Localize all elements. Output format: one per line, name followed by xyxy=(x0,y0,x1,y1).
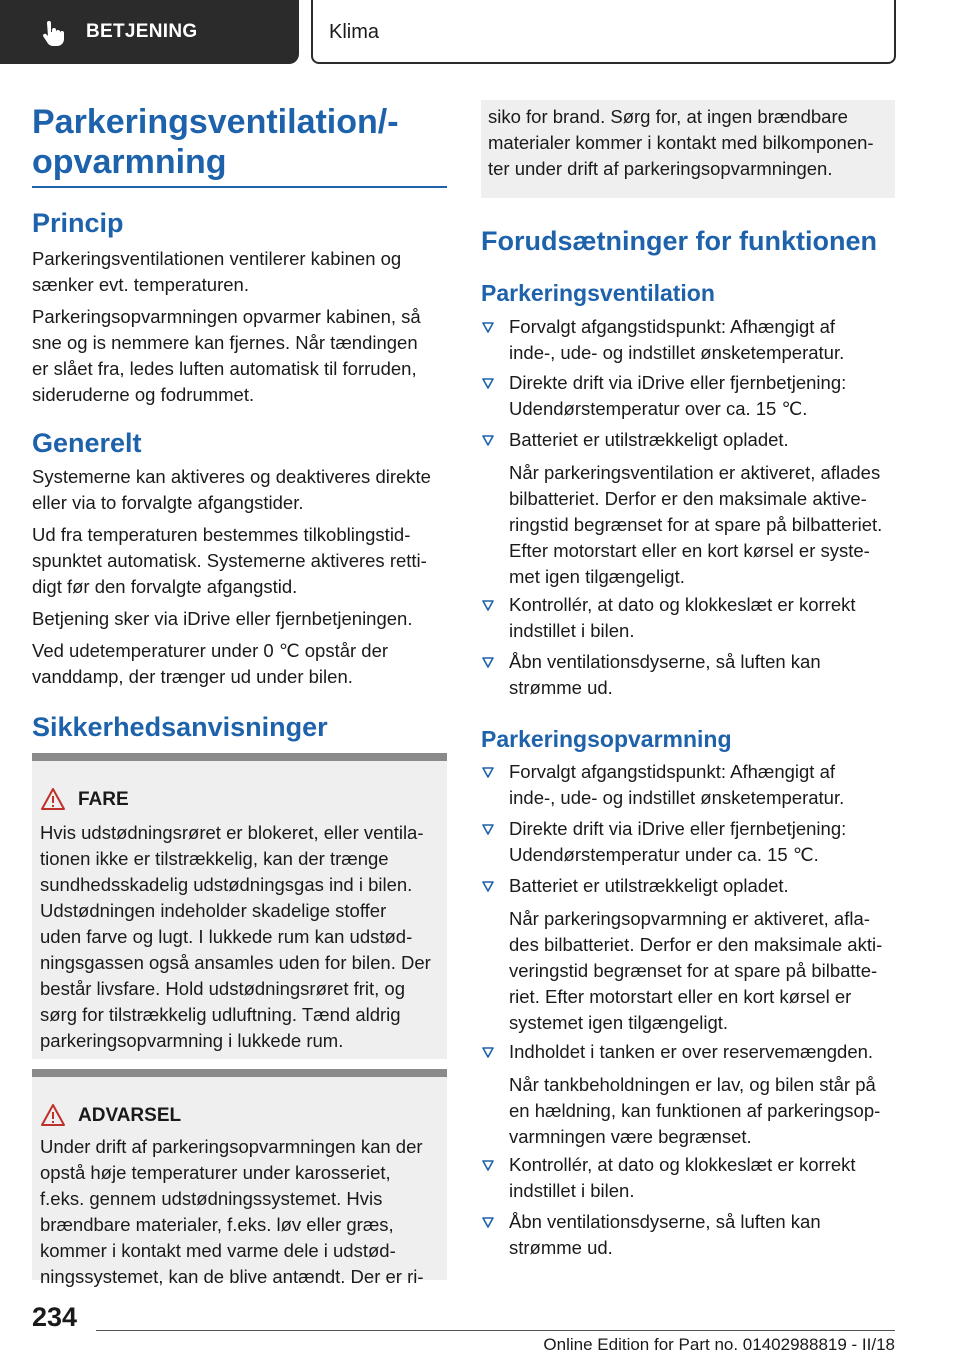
text-line: ringstid begrænset for at spare på bilbatteriet. xyxy=(509,514,883,535)
generelt-paragraph-1 xyxy=(32,464,452,516)
text-line: består livsfare. Hold udstødningsrøret frit, og xyxy=(40,978,406,999)
text-line: Udendørstemperatur over ca. 15 ℃. xyxy=(509,398,808,419)
text-line: kommer i kontakt med varme dele i udstød- xyxy=(40,1240,396,1261)
page-title-line-2: opvarmning xyxy=(32,143,227,181)
text-line: Når tankbeholdningen er lav, og bilen står på xyxy=(509,1074,876,1095)
text-line: strømme ud. xyxy=(509,1237,613,1258)
heading-parkeringsventilation: Parkeringsventilation xyxy=(481,280,715,306)
text-line: ningssystemet, kan de blive antændt. Der er ri- xyxy=(40,1266,424,1287)
text-line: inde-, ude- og indstillet ønsketemperatur. xyxy=(509,342,845,363)
list-item-text xyxy=(509,759,897,811)
chapter-tab xyxy=(0,0,299,64)
list-item-text: Batteriet er utilstrækkeligt opladet. xyxy=(509,429,789,450)
text-line: varmningen være begrænset. xyxy=(509,1126,752,1147)
text-line: sne og is nemmere kan fjernes. Når tændingen xyxy=(32,332,418,353)
triangle-bullet-icon xyxy=(481,320,495,334)
princip-paragraph-1 xyxy=(32,246,452,298)
text-line: uden farve og lugt. I lukkede rum kan udstød- xyxy=(40,926,413,947)
text-line: Direkte drift via iDrive eller fjernbetjening: xyxy=(509,818,847,839)
footer-divider xyxy=(96,1330,895,1331)
heading-forudsaetninger: Forudsætninger for funktionen xyxy=(481,226,877,256)
text-line: materialer kommer i kontakt med bilkomponen- xyxy=(488,132,874,153)
text-line: des bilbatteriet. Derfor er den maksimale akti- xyxy=(509,934,883,955)
triangle-bullet-icon xyxy=(481,598,495,612)
text-line: siko for brand. Sørg for, at ingen brændbare xyxy=(488,106,848,127)
heading-sikkerhed: Sikkerhedsanvisninger xyxy=(32,712,328,742)
text-line: Systemerne kan aktiveres og deaktiveres direkte xyxy=(32,466,431,487)
triangle-bullet-icon xyxy=(481,879,495,893)
triangle-bullet-icon xyxy=(481,822,495,836)
text-line: indstillet i bilen. xyxy=(509,1180,635,1201)
text-line: strømme ud. xyxy=(509,677,613,698)
triangle-bullet-icon xyxy=(481,433,495,447)
text-line: Åbn ventilationsdyserne, så luften kan xyxy=(509,1211,821,1232)
generelt-paragraph-3: Betjening sker via iDrive eller fjernbetjeningen. xyxy=(32,608,413,629)
text-line: sundhedsskadelig udstødningsgas ind i bilen. xyxy=(40,874,413,895)
text-line: Parkeringsventilationen ventilerer kabinen og xyxy=(32,248,402,269)
text-line: Parkeringsopvarmningen opvarmer kabinen, så xyxy=(32,306,421,327)
heading-generelt: Generelt xyxy=(32,428,142,458)
text-line: opstå høje temperaturer under karosseriet, xyxy=(40,1162,391,1183)
text-line: parkeringsopvarmning i lukkede rum. xyxy=(40,1030,344,1051)
text-line: indstillet i bilen. xyxy=(509,620,635,641)
text-line: Udstødningen indeholder skadelige stoffer xyxy=(40,900,387,921)
text-line: Forvalgt afgangstidspunkt: Afhængigt af xyxy=(509,316,836,337)
text-line: Kontrollér, at dato og klokkeslæt er korrekt xyxy=(509,1154,856,1175)
list-item-detail xyxy=(509,906,897,1036)
text-line: veringstid begrænset for at spare på bilbatte- xyxy=(509,960,878,981)
text-line: Hvis udstødningsrøret er blokeret, eller ventila- xyxy=(40,822,424,843)
warning-text-continued xyxy=(488,104,892,182)
list-item-text xyxy=(509,649,897,701)
danger-text xyxy=(40,820,442,1054)
triangle-bullet-icon xyxy=(481,1045,495,1059)
page-title-line-1: Parkeringsventilation/- xyxy=(32,103,399,141)
text-line: ter under drift af parkeringsopvarmningen. xyxy=(488,158,833,179)
list-item-text: Indholdet i tanken er over reservemængden. xyxy=(509,1041,874,1062)
generelt-paragraph-4 xyxy=(32,638,452,690)
text-line: sørg for tilstrækkelig udluftning. Tænd aldrig xyxy=(40,1004,401,1025)
text-line: bilbatteriet. Derfor er den maksimale aktive- xyxy=(509,488,867,509)
generelt-paragraph-2 xyxy=(32,522,452,600)
heading-princip: Princip xyxy=(32,208,124,238)
triangle-bullet-icon xyxy=(481,655,495,669)
warning-triangle-icon xyxy=(40,1103,66,1127)
text-line: Når parkeringsopvarmning er aktiveret, afla- xyxy=(509,908,870,929)
danger-title: FARE xyxy=(78,789,129,810)
text-line: Ved udetemperaturer under 0 ℃ opstår der xyxy=(32,640,389,661)
page-number: 234 xyxy=(32,1302,78,1332)
text-line: spunktet automatisk. Systemerne aktiveres retti- xyxy=(32,550,427,571)
warning-text xyxy=(40,1134,442,1290)
section-title: Klima xyxy=(329,21,380,43)
text-line: Forvalgt afgangstidspunkt: Afhængigt af xyxy=(509,761,836,782)
chapter-label: BETJENING xyxy=(86,21,198,42)
warning-title: ADVARSEL xyxy=(78,1105,182,1126)
list-item-text xyxy=(509,592,897,644)
page-title xyxy=(32,102,447,188)
list-item-text xyxy=(509,370,897,422)
text-line: Under drift af parkeringsopvarmningen kan der xyxy=(40,1136,423,1157)
princip-paragraph-2 xyxy=(32,304,452,408)
text-line: systemet igen tilgængeligt. xyxy=(509,1012,729,1033)
hand-pointer-icon xyxy=(38,20,66,48)
triangle-bullet-icon xyxy=(481,376,495,390)
warning-box xyxy=(32,1069,447,1287)
list-item-text xyxy=(509,1152,897,1204)
text-line: Når parkeringsventilation er aktiveret, aflades xyxy=(509,462,881,483)
text-line: Ud fra temperaturen bestemmes tilkoblingstid- xyxy=(32,524,411,545)
text-line: brændbare materialer, f.eks. løv eller græs, xyxy=(40,1214,394,1235)
warning-box-continued xyxy=(481,100,895,198)
text-line: f.eks. gennem udstødningssystemet. Hvis xyxy=(40,1188,383,1209)
text-line: eller via to forvalgte afgangstider. xyxy=(32,492,304,513)
list-item-text xyxy=(509,314,897,366)
text-line: digt før den forvalgte afgangstid. xyxy=(32,576,298,597)
list-item-text xyxy=(509,1209,897,1261)
text-line: en hældning, kan funktionen af parkeringsop- xyxy=(509,1100,881,1121)
heading-parkeringsopvarmning: Parkeringsopvarmning xyxy=(481,726,732,752)
text-line: met igen tilgængeligt. xyxy=(509,566,685,587)
list-item-detail xyxy=(509,1072,897,1150)
text-line: Åbn ventilationsdyserne, så luften kan xyxy=(509,651,821,672)
list-item-text: Batteriet er utilstrækkeligt opladet. xyxy=(509,875,789,896)
danger-box xyxy=(32,753,447,1059)
text-line: riet. Efter motorstart eller en kort kørsel er xyxy=(509,986,852,1007)
text-line: ningsgassen også ansamles uden for bilen. Der xyxy=(40,952,431,973)
triangle-bullet-icon xyxy=(481,1215,495,1229)
list-item-detail xyxy=(509,460,897,590)
text-line: inde-, ude- og indstillet ønsketemperatur. xyxy=(509,787,845,808)
footer-edition: Online Edition for Part no. 01402988819 - II/18 xyxy=(543,1335,895,1354)
triangle-bullet-icon xyxy=(481,1158,495,1172)
text-line: tionen ikke er tilstrækkelig, kan der trænge xyxy=(40,848,389,869)
text-line: Kontrollér, at dato og klokkeslæt er korrekt xyxy=(509,594,856,615)
list-item-text xyxy=(509,816,897,868)
section-header xyxy=(311,0,896,64)
text-line: vanddamp, der trænger ud under bilen. xyxy=(32,666,353,687)
text-line: Direkte drift via iDrive eller fjernbetjening: xyxy=(509,372,847,393)
text-line: Efter motorstart eller en kort kørsel er syste- xyxy=(509,540,870,561)
text-line: sænker evt. temperaturen. xyxy=(32,274,249,295)
warning-triangle-icon xyxy=(40,787,66,811)
text-line: er slået fra, ledes luften automatisk til forruden, xyxy=(32,358,417,379)
triangle-bullet-icon xyxy=(481,765,495,779)
text-line: Udendørstemperatur under ca. 15 ℃. xyxy=(509,844,819,865)
text-line: sideruderne og fodrummet. xyxy=(32,384,255,405)
